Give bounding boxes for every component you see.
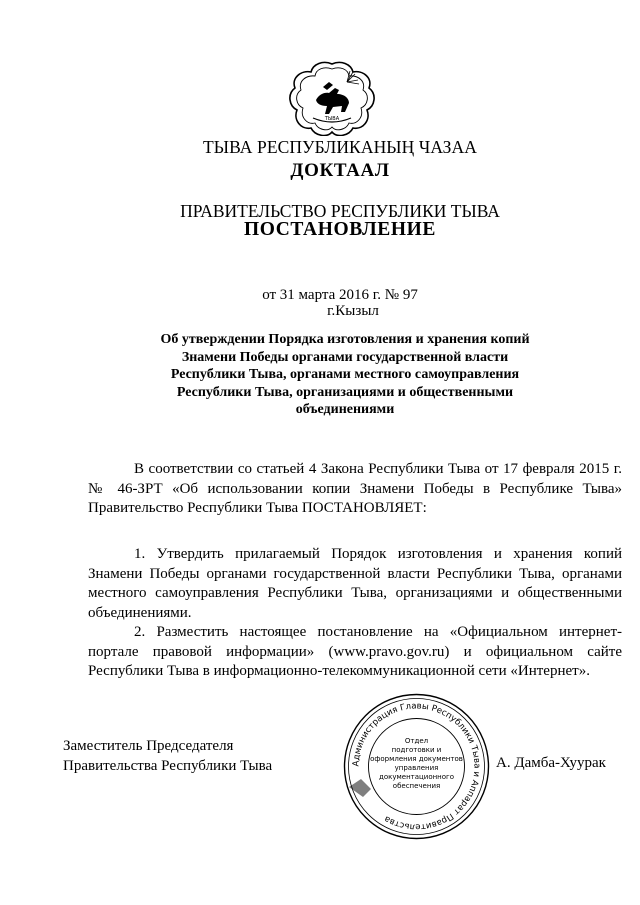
stamp-line-4: управления	[394, 764, 439, 772]
body-items	[88, 545, 622, 682]
signatory-name: А. Дамба-Хуурак	[496, 755, 606, 771]
stamp-line-2: подготовки и	[391, 746, 442, 754]
signatory-position	[63, 736, 272, 776]
stamp-line-1: Отдел	[404, 737, 429, 745]
header-russian-title: ПРАВИТЕЛЬСТВО РЕСПУБЛИКИ ТЫВА	[180, 201, 500, 221]
document-city: г.Кызыл	[327, 303, 379, 319]
document-title: Об утверждении Порядка изготовления и хранения копий Знамени Победы органами государственной власти Республики Тыва, органами местного самоуправления Республики Тыва, организациями и общественными объединениями	[160, 332, 530, 417]
document-date-number: от 31 марта 2016 г. № 97	[262, 287, 418, 303]
header-russian-doc-type: ПОСТАНОВЛЕНИЕ	[243, 219, 437, 240]
svg-text:ТЫВА: ТЫВА	[324, 116, 340, 122]
stamp-line-6: обеспечения	[392, 782, 441, 790]
stamp-ring-text: Администрация Главы Республики Тыва и Аппарат Правительства	[351, 701, 482, 832]
item-2: 2. Разместить настоящее постановление на «Официальном интернет-портале правовой информации» (www.pravo.gov.ru) и официальном сайте Республики Тыва в информационно-телекоммуникационной сети «Интернет».	[88, 624, 622, 679]
position-line-1: Заместитель Председателя	[63, 738, 234, 754]
header-tuvan-doc-type: ДОКТААЛ	[290, 160, 390, 181]
intro-paragraph: В соответствии со статьей 4 Закона Республики Тыва от 17 февраля 2015 г. № 46-ЗРТ «Об использовании копии Знамени Победы в Республике Тыва» Правительство Республики Тыва ПОСТАНОВЛЯЕТ:	[88, 461, 622, 516]
header-tuvan-title: ТЫВА РЕСПУБЛИКАНЫҢ ЧАЗАА	[202, 137, 478, 157]
tuva-emblem	[289, 60, 375, 136]
item-1: 1. Утвердить прилагаемый Порядок изготовления и хранения копий Знамени Победы органами государственной власти Республики Тыва, органами местного самоуправления Республики Тыва, организациями и общественными объединениями.	[88, 546, 622, 621]
position-line-2: Правительства Республики Тыва	[63, 758, 273, 774]
body-intro	[88, 460, 622, 519]
stamp-line-3: оформления документов	[370, 755, 463, 763]
stamp-line-5: документационного	[378, 773, 455, 781]
official-stamp	[341, 691, 492, 842]
